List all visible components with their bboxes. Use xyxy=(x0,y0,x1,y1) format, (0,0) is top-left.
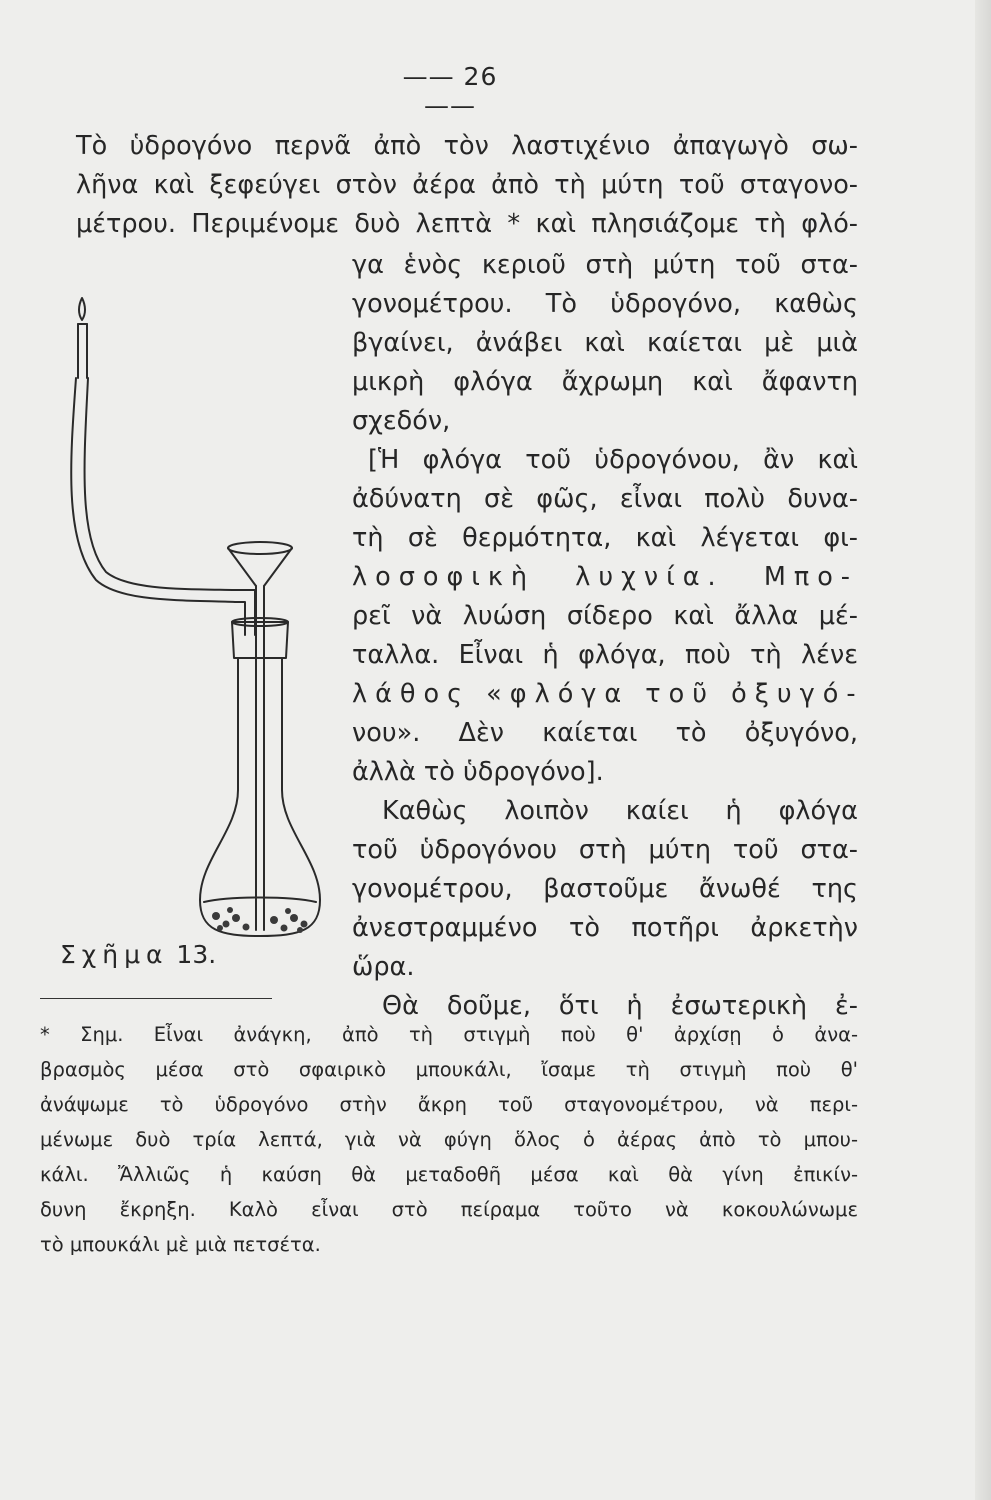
rubber-tube-outer xyxy=(71,378,235,602)
flask-body xyxy=(200,658,320,936)
side-line-5: σχεδόν, xyxy=(352,406,451,436)
side-line-6: [Ἡ φλόγα τοῦ ὑδρογόνου, ἂν καὶ xyxy=(368,445,858,475)
funnel-stem xyxy=(256,586,264,930)
side-line-9: λοσοφικὴ λυχνία. Μπο- xyxy=(352,562,858,592)
footnote-line-4: μένωμε δυὸ τρία λεπτά, γιὰ νὰ φύγη ὅλος ὁ ἀέρας ἀπὸ τὸ μπου- xyxy=(40,1128,858,1151)
liquid-level xyxy=(204,898,316,903)
side-line-8: τὴ σὲ θερμότητα, καὶ λέγεται φι- xyxy=(352,523,858,553)
body-line-2: λῆνα καὶ ξεφεύγει στὸν ἀέρα ἀπὸ τὴ μύτη τοῦ σταγονο- xyxy=(76,170,858,200)
side-line-7: ἀδύνατη σὲ φῶς, εἶναι πολὺ δυνα- xyxy=(352,484,858,514)
side-line-13: νου». Δὲν καίεται τὸ ὀξυγόνο, xyxy=(352,718,858,748)
side-line-4: μικρὴ φλόγα ἄχρωμη καὶ ἄφαντη xyxy=(352,367,858,397)
side-line-16: τοῦ ὑδρογόνου στὴ μύτη τοῦ στα- xyxy=(352,835,858,865)
footnote-line-5: κάλι. Ἄλλιῶς ἡ καύση θὰ μεταδοθῆ μέσα καὶ θὰ γίνη ἐπικίν- xyxy=(40,1163,858,1186)
flask-stopper xyxy=(232,622,288,658)
page-edge-shadow xyxy=(975,0,991,1500)
side-line-10: ρεῖ νὰ λυώση σίδερο καὶ ἄλλα μέ- xyxy=(352,601,858,631)
side-line-1: γα ἑνὸς κεριοῦ στὴ μύτη τοῦ στα- xyxy=(352,250,858,280)
dropper-nozzle xyxy=(78,324,87,378)
body-line-1: Τὸ ὑδρογόνο περνᾶ ἀπὸ τὸν λαστιχένιο ἀπαγωγὸ σω- xyxy=(76,131,858,161)
footnote-rule xyxy=(40,998,272,999)
figure-13-apparatus xyxy=(60,290,330,950)
footnote-line-1: * Σημ. Εἶναι ἀνάγκη, ἀπὸ τὴ στιγμὴ ποὺ θ' ἀρχίσῃ ὁ ἀνα- xyxy=(40,1023,858,1046)
page-number: —— 26 —— xyxy=(402,62,498,120)
body-line-3: μέτρου. Περιμένομε δυὸ λεπτὰ * καὶ πλησιάζομε τὴ φλό- xyxy=(76,209,858,239)
rubber-tube-inner xyxy=(85,378,235,590)
figure-caption-number: 13. xyxy=(176,940,217,969)
side-line-17: γονομέτρου, βαστοῦμε ἄνωθέ της xyxy=(352,874,858,904)
side-line-15: Καθὼς λοιπὸν καίει ἡ φλόγα xyxy=(382,796,858,826)
flame-tip xyxy=(79,298,85,320)
side-line-19: ὥρα. xyxy=(352,952,415,982)
figure-caption xyxy=(60,940,216,969)
footnote-line-2: βρασμὸς μέσα στὸ σφαιρικὸ μπουκάλι, ἴσαμε τὴ στιγμὴ ποὺ θ' xyxy=(40,1058,858,1081)
zinc-granules xyxy=(212,907,308,933)
side-line-18: ἀνεστραμμένο τὸ ποτῆρι ἀρκετὴν xyxy=(352,913,858,943)
side-line-2: γονομέτρου. Τὸ ὑδρογόνο, καθὼς xyxy=(352,289,858,319)
footnote-line-3: ἀνάψωμε τὸ ὑδρογόνο στὴν ἄκρη τοῦ σταγονομέτρου, νὰ περι- xyxy=(40,1093,858,1116)
footnote-line-7: τὸ μπουκάλι μὲ μιὰ πετσέτα. xyxy=(40,1233,321,1256)
apparatus-drawing xyxy=(60,290,330,950)
side-line-12: λάθος «φλόγα τοῦ ὀξυγό- xyxy=(352,679,864,709)
side-line-14: ἀλλὰ τὸ ὑδρογόνο]. xyxy=(352,757,604,787)
side-arm-tube xyxy=(235,590,255,635)
figure-caption-word: Σχῆμα xyxy=(60,940,169,969)
funnel-rim xyxy=(228,542,292,554)
side-line-20: Θὰ δοῦμε, ὅτι ἡ ἐσωτερικὴ ἐ- xyxy=(382,991,858,1021)
side-line-11: ταλλα. Εἶναι ἡ φλόγα, ποὺ τὴ λένε xyxy=(352,640,858,670)
side-line-3: βγαίνει, ἀνάβει καὶ καίεται μὲ μιὰ xyxy=(352,328,858,358)
footnote-line-6: δυνη ἔκρηξη. Καλὸ εἶναι στὸ πείραμα τοῦτο νὰ κοκουλώνωμε xyxy=(40,1198,858,1221)
